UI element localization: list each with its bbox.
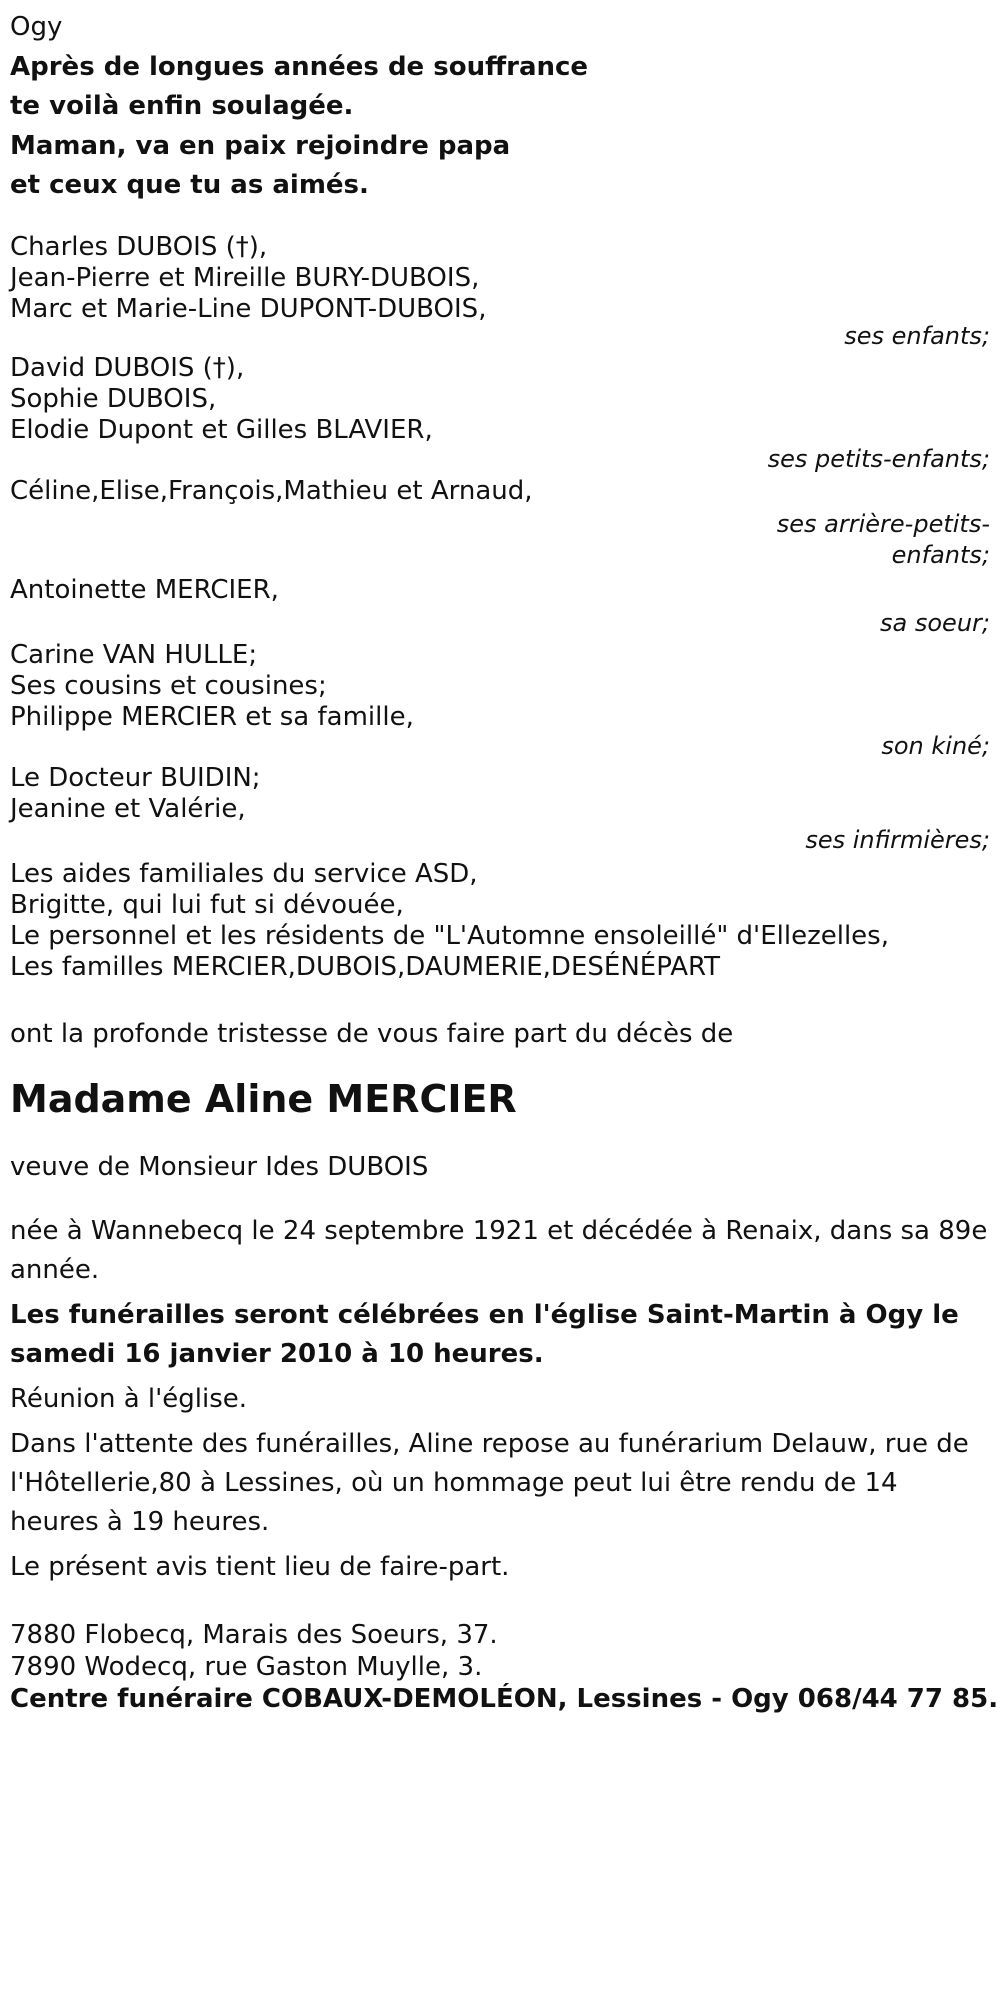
family-name: Brigitte, qui lui fut si dévouée,	[10, 889, 404, 920]
obituary-notice	[10, 8, 999, 1715]
family-name: Le personnel et les résidents de "L'Automne ensoleillé" d'Ellezelles,	[10, 920, 889, 951]
family-name: Marc et Marie-Line DUPONT-DUBOIS,	[10, 293, 487, 324]
announcement: ont la profonde tristesse de vous faire part du décès de	[10, 1018, 734, 1049]
poem-line: te voilà enfin soulagée.	[10, 91, 354, 121]
physio-group	[10, 640, 990, 763]
widow-of: veuve de Monsieur Ides DUBOIS	[10, 1152, 429, 1182]
children-group	[10, 232, 990, 353]
family-name: Antoinette MERCIER,	[10, 574, 279, 605]
nurses-group	[10, 763, 990, 857]
family-name: Sophie DUBOIS,	[10, 383, 217, 414]
repose-info: Dans l'attente des funérailles, Aline repose au funérarium Delauw, rue de l'Hôtellerie,80 à Lessines, où un hommage peut lui être rendu de 14 heures à 19 heures.	[10, 1428, 969, 1537]
family-name: Carine VAN HULLE;	[10, 639, 258, 670]
deceased-name: Madame Aline MERCIER	[10, 1077, 517, 1121]
family-name: Elodie Dupont et Gilles BLAVIER,	[10, 414, 433, 445]
locality: Ogy	[10, 12, 63, 42]
others-group	[10, 859, 990, 983]
address-line: 7880 Flobecq, Marais des Soeurs, 37.	[10, 1619, 498, 1650]
addresses	[10, 1619, 990, 1683]
poem-line: et ceux que tu as aimés.	[10, 170, 369, 200]
relation-label: ses infirmières;	[805, 825, 990, 854]
family-name: Céline,Elise,François,Mathieu et Arnaud,	[10, 475, 533, 506]
family-name: Jean-Pierre et Mireille BURY-DUBOIS,	[10, 262, 480, 293]
family-name: Les familles MERCIER,DUBOIS,DAUMERIE,DESÉNÉPART	[10, 951, 721, 982]
grandchildren-group	[10, 353, 990, 476]
poem	[10, 48, 990, 206]
relation-label: enfants;	[891, 540, 990, 569]
family-name: David DUBOIS (†),	[10, 352, 245, 383]
meeting-info: Réunion à l'église.	[10, 1383, 248, 1414]
relation-label: ses petits-enfants;	[767, 444, 990, 473]
sister-group	[10, 575, 990, 640]
relation-label: ses arrière-petits-	[776, 509, 990, 538]
family-name: Charles DUBOIS (†),	[10, 231, 268, 262]
funeral-info: Les funérailles seront célébrées en l'église Saint-Martin à Ogy le samedi 16 janvier 2010 à 10 heures.	[10, 1299, 959, 1369]
poem-line: Après de longues années de souffrance	[10, 51, 589, 82]
family-name: Le Docteur BUIDIN;	[10, 762, 261, 793]
great-grandchildren-group	[10, 476, 990, 571]
notice-text: Le présent avis tient lieu de faire-part.	[10, 1551, 510, 1582]
relation-label: son kiné;	[881, 731, 990, 760]
address-line: 7890 Wodecq, rue Gaston Muylle, 3.	[10, 1651, 483, 1682]
birth-death: née à Wannebecq le 24 septembre 1921 et décédée à Renaix, dans sa 89e année.	[10, 1215, 988, 1285]
relation-label: ses enfants;	[844, 321, 990, 350]
funeral-home: Centre funéraire COBAUX-DEMOLÉON, Lessines - Ogy 068/44 77 85.	[10, 1683, 999, 1714]
family-name: Philippe MERCIER et sa famille,	[10, 701, 414, 732]
family-name: Les aides familiales du service ASD,	[10, 858, 478, 889]
family-name: Ses cousins et cousines;	[10, 670, 327, 701]
poem-line: Maman, va en paix rejoindre papa	[10, 130, 511, 161]
relation-label: sa soeur;	[880, 608, 990, 637]
family-name: Jeanine et Valérie,	[10, 793, 246, 824]
